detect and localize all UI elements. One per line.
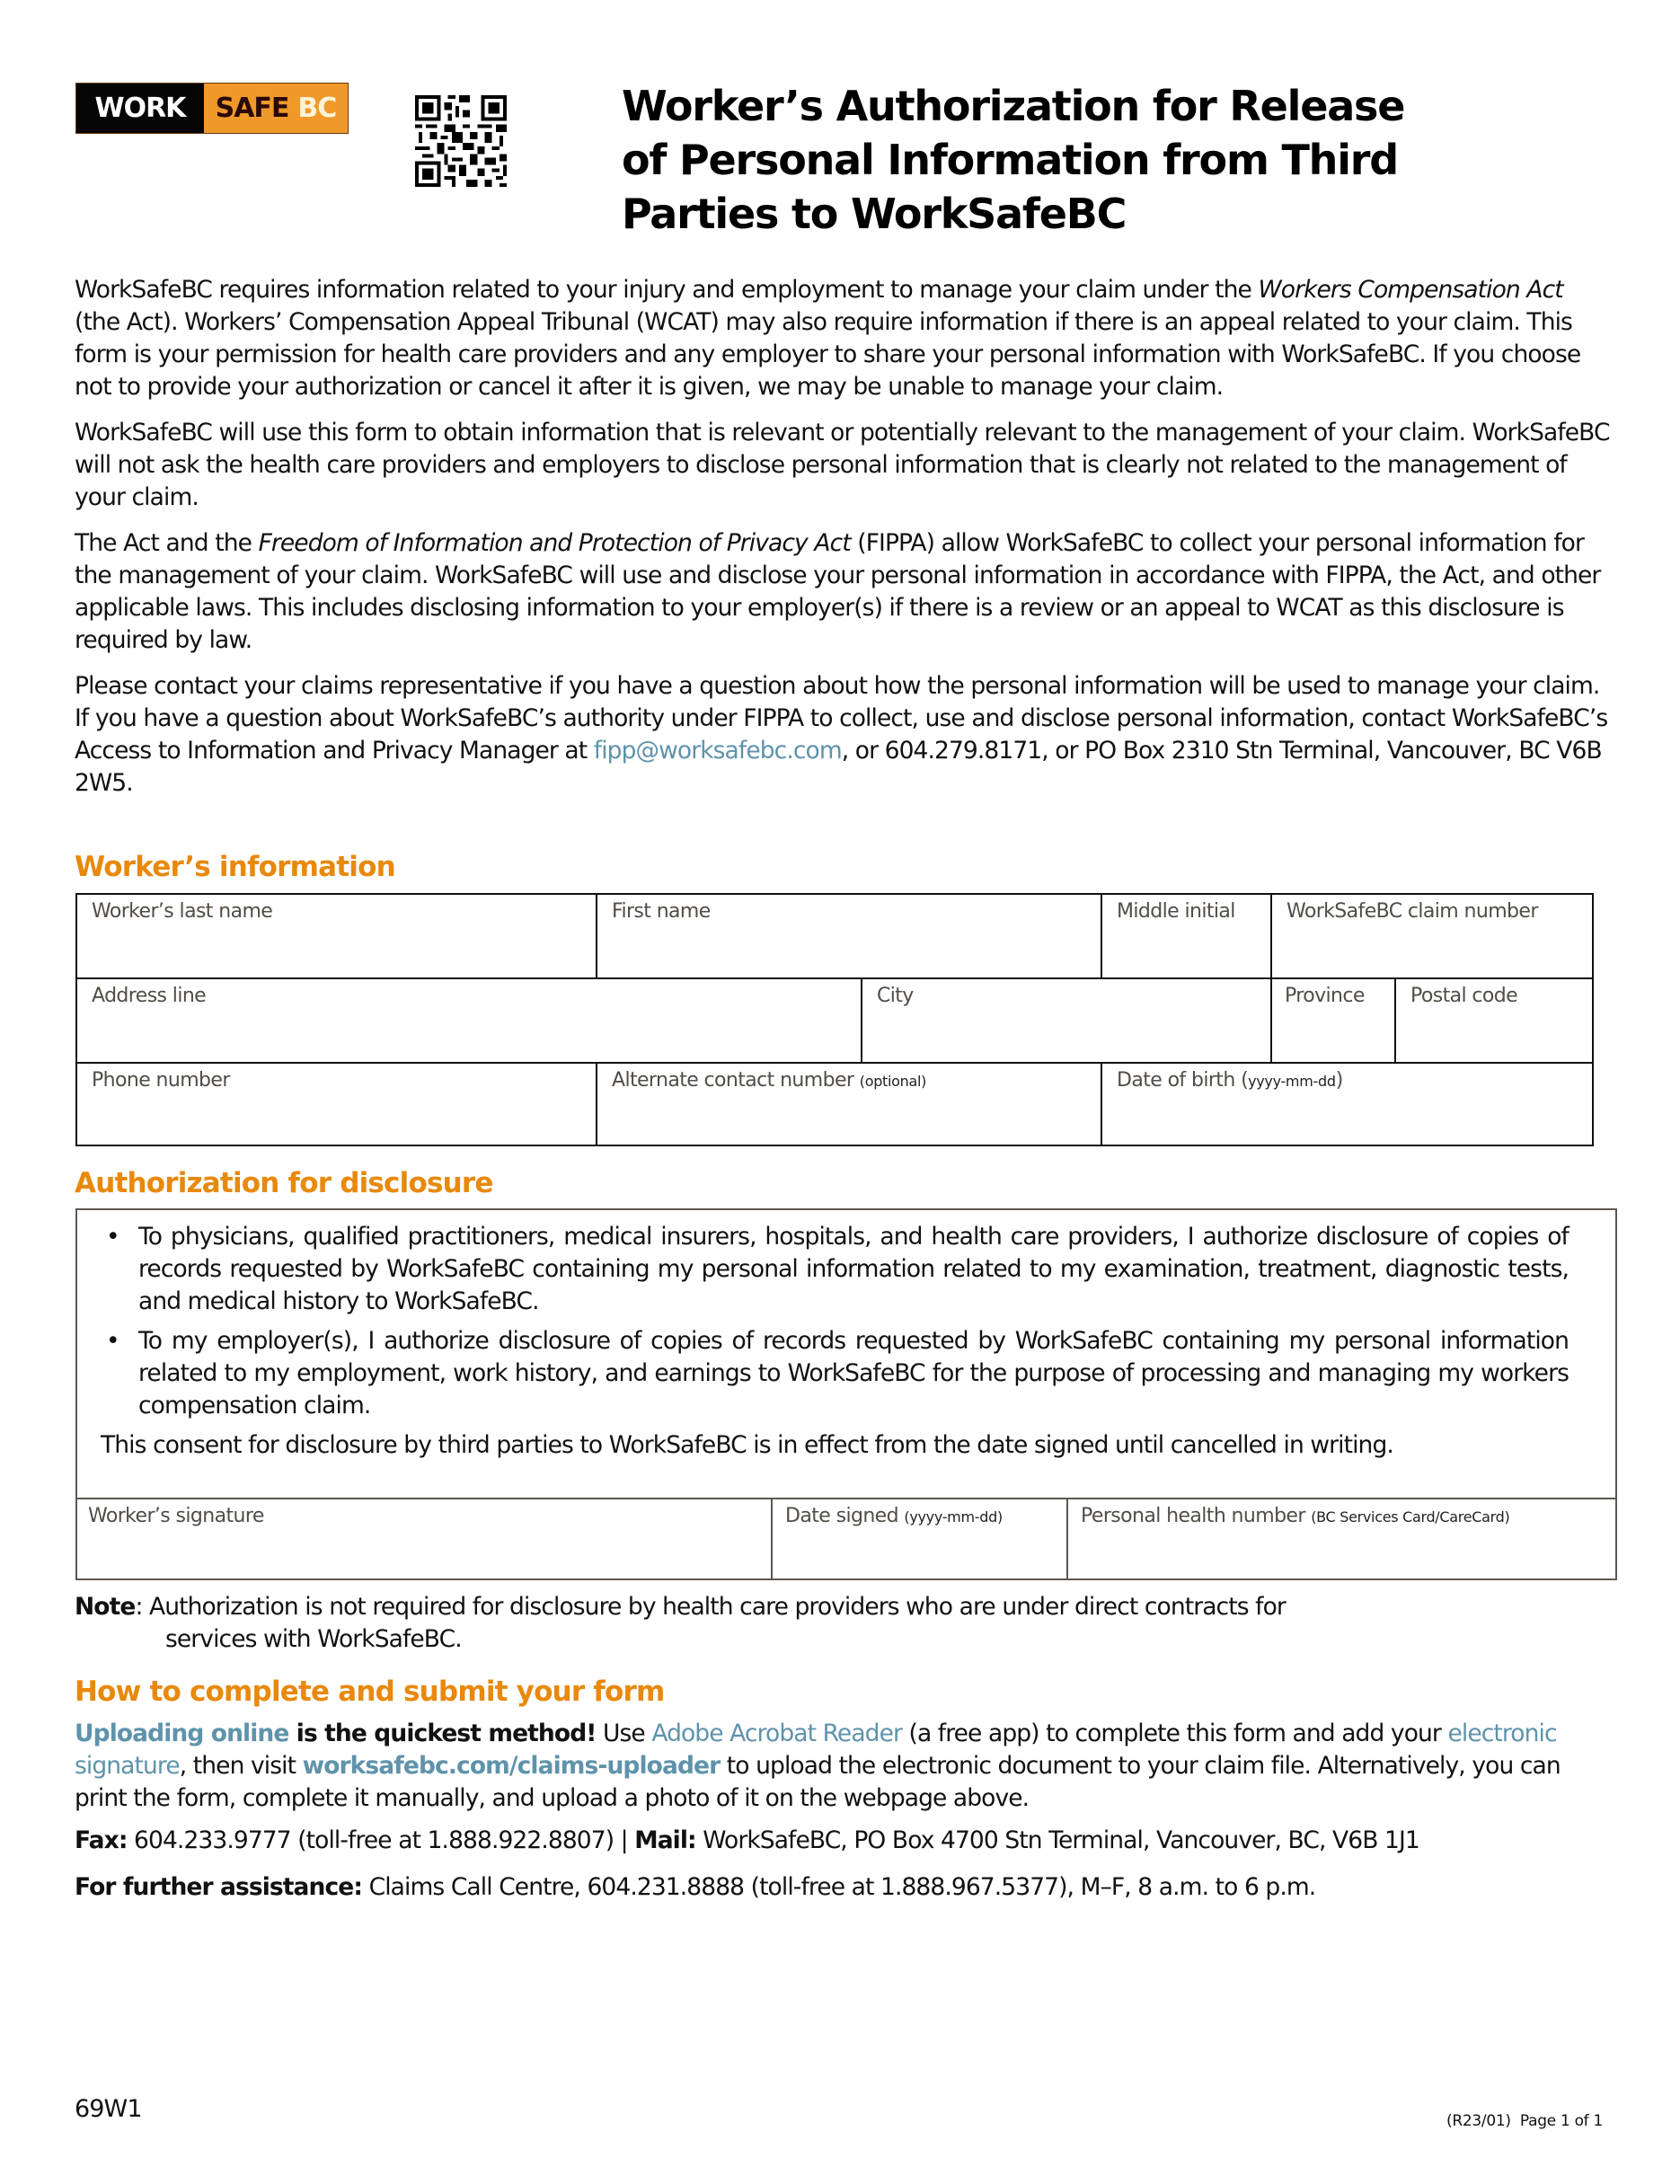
bullet-text: To my employer(s), I authorize disclosure of copies of records requested by WorkSafeBC containing my personal information related to my employment, work history, and earnings to WorkSafeBC for the purpose of processing and managing my workers compensation claim. xyxy=(138,1327,1569,1419)
field-label: Postal code xyxy=(1410,985,1518,1007)
text: The Act and the xyxy=(75,529,259,557)
logo-safe-bc xyxy=(204,84,348,133)
fax-text: 604.233.9777 (toll-free at 1.888.922.8807) | xyxy=(127,1826,635,1854)
consent-statement: This consent for disclosure by third parties to WorkSafeBC is in effect from the date signed until cancelled in writing. xyxy=(101,1431,1393,1459)
field-label: Worker’s last name xyxy=(92,900,273,923)
text: , or 604.279.8171, or PO Box 2310 Stn Terminal, Vancouver, BC V6B 2W5. xyxy=(75,737,1602,797)
field-label: Date of birth xyxy=(1117,1069,1235,1092)
revision-code: (R23/01) xyxy=(1446,2112,1511,2130)
electronic-signature-link[interactable]: electronic signature xyxy=(75,1720,1557,1780)
field-label: Date signed xyxy=(785,1505,898,1527)
page-number: Page 1 of 1 xyxy=(1519,2112,1603,2130)
act-name: Freedom of Information and Protection of Privacy Act xyxy=(258,529,851,557)
claims-uploader-link[interactable]: worksafebc.com/claims-uploader xyxy=(302,1752,721,1780)
first-name-field[interactable] xyxy=(597,895,1101,977)
date-of-birth-field[interactable] xyxy=(1102,1064,1592,1145)
fax-label: Fax: xyxy=(75,1826,128,1854)
bullet-text: To physicians, qualified practitioners, medical insurers, hospitals, and health care providers, I authorize disclosure of copies of records requested by WorkSafeBC containing my personal information related to my examination, treatment, diagnostic tests, and medical history to WorkSafeBC. xyxy=(138,1223,1569,1315)
claim-number-field[interactable] xyxy=(1272,895,1592,977)
page-title xyxy=(622,79,1610,241)
note-text: services with WorkSafeBC. xyxy=(165,1625,462,1653)
bullet-icon: • xyxy=(106,1327,119,1355)
field-label: Province xyxy=(1285,985,1365,1007)
section-heading-authorization: Authorization for disclosure xyxy=(75,1167,493,1199)
uploading-online-link[interactable]: Uploading online xyxy=(75,1720,289,1747)
note-label: Note xyxy=(75,1593,136,1621)
signature-row xyxy=(77,1498,1615,1578)
province-field[interactable] xyxy=(1272,979,1394,1062)
text: is the quickest method! xyxy=(288,1720,597,1747)
postal-code-field[interactable] xyxy=(1396,979,1592,1062)
worksafebc-logo xyxy=(75,83,349,134)
intro-paragraph-4 xyxy=(75,670,1611,800)
address-field[interactable] xyxy=(77,979,861,1062)
intro-paragraph-2: WorkSafeBC will use this form to obtain information that is relevant or potentially relevant to the management of your claim. WorkSafeBC will not ask the health care providers and employers to disclose personal information that is clearly not related to the management of your claim. xyxy=(75,419,1610,511)
authorization-bullet xyxy=(95,1221,1569,1318)
text: (the Act). Workers’ Compensation Appeal Tribunal (WCAT) may also require information if there is an appeal related to your claim. This form is your permission for health care providers and any employer to share your personal information with WorkSafeBC. If you choose not to provide your authorization or cancel it after it is given, we may be unable to manage your claim. xyxy=(75,308,1581,401)
field-hint: (optional) xyxy=(859,1073,927,1090)
personal-health-number-field[interactable] xyxy=(1068,1499,1615,1582)
text: Please contact your claims representative if you have a question about how the personal information will be used to manage your claim. If you have a question about WorkSafeBC’s authority under FIPPA to collect, use and disclose personal information, contact WorkSafeBC’s Access to Information and Privacy Manager at xyxy=(75,672,1608,765)
upload-instructions xyxy=(75,1718,1611,1815)
assistance-line xyxy=(75,1871,1611,1904)
date-signed-field[interactable] xyxy=(773,1499,1066,1582)
act-name: Workers Compensation Act xyxy=(1258,276,1563,304)
authorization-bullet xyxy=(95,1325,1569,1422)
middle-initial-field[interactable] xyxy=(1102,895,1270,977)
phone-field[interactable] xyxy=(77,1064,596,1145)
text: Use xyxy=(596,1720,652,1747)
text: (FIPPA) allow WorkSafeBC to collect your personal information for the management of your claim. WorkSafeBC will use and disclose your personal information in accordance with FIPPA, the Act, and other applicable laws. This includes disclosing information to your employer(s) if there is a review or an appeal to WCAT as this disclosure is required by law. xyxy=(75,529,1601,654)
field-label: Worker’s signature xyxy=(88,1505,264,1527)
worker-signature-field[interactable] xyxy=(77,1499,771,1582)
mail-label: Mail: xyxy=(634,1826,696,1854)
qr-code-icon xyxy=(415,95,507,187)
text: (a free app) to complete this form and add your xyxy=(901,1720,1448,1747)
bullet-icon: • xyxy=(106,1223,119,1251)
fax-mail-line xyxy=(75,1825,1611,1857)
intro-paragraph-3 xyxy=(75,527,1611,657)
title-line: Worker’s Authorization for Release xyxy=(622,82,1405,130)
field-label: Middle initial xyxy=(1117,900,1235,923)
how-to-instructions xyxy=(75,1718,1611,1904)
text: to upload the electronic document to your claim file. Alternatively, you can print the form, complete it manually, and upload a photo of it on the webpage above. xyxy=(75,1752,1561,1812)
alternate-contact-field[interactable] xyxy=(597,1064,1101,1145)
last-name-field[interactable] xyxy=(77,895,596,977)
field-hint: (yyyy-mm-dd) xyxy=(904,1508,1003,1525)
field-label: First name xyxy=(612,900,711,923)
field-label: WorkSafeBC claim number xyxy=(1287,900,1538,923)
field-hint: (yyyy-mm-dd) xyxy=(1241,1069,1343,1092)
mail-text: WorkSafeBC, PO Box 4700 Stn Terminal, Vancouver, BC, V6B 1J1 xyxy=(695,1826,1419,1854)
city-field[interactable] xyxy=(862,979,1270,1062)
adobe-acrobat-link[interactable]: Adobe Acrobat Reader xyxy=(651,1720,902,1747)
date-format-hint: yyyy-mm-dd xyxy=(1248,1073,1336,1090)
intro-paragraph-1 xyxy=(75,274,1611,403)
privacy-email-link[interactable]: fipp@worksafebc.com xyxy=(593,737,842,765)
logo-bc: BC xyxy=(297,93,337,124)
field-label: Alternate contact number xyxy=(612,1069,854,1092)
logo-safe: SAFE xyxy=(215,93,289,124)
field-label: Personal health number xyxy=(1081,1505,1305,1527)
authorization-box xyxy=(75,1208,1617,1580)
intro-text xyxy=(75,274,1611,813)
text: WorkSafeBC requires information related to your injury and employment to manage your claim under the xyxy=(75,276,1259,304)
field-label: City xyxy=(877,985,914,1007)
section-heading-worker-info: Worker’s information xyxy=(75,851,395,883)
logo-work: WORK xyxy=(76,84,204,133)
note xyxy=(75,1591,1620,1656)
text: , then visit xyxy=(179,1752,303,1780)
title-line: of Personal Information from Third xyxy=(622,136,1398,184)
worker-info-table xyxy=(75,893,1594,1146)
note-text: : Authorization is not required for disclosure by health care providers who are under direct contracts for xyxy=(135,1593,1286,1621)
form-code: 69W1 xyxy=(75,2095,142,2123)
field-label: Address line xyxy=(92,985,207,1007)
page-info xyxy=(1446,2105,1603,2137)
field-label: Phone number xyxy=(92,1069,230,1092)
assistance-text: Claims Call Centre, 604.231.8888 (toll-free at 1.888.967.5377), M–F, 8 a.m. to 6 p.m. xyxy=(362,1873,1316,1901)
field-hint: (BC Services Card/CareCard) xyxy=(1311,1508,1510,1525)
section-heading-how-to: How to complete and submit your form xyxy=(75,1676,665,1708)
title-line: Parties to WorkSafeBC xyxy=(622,190,1127,238)
assistance-label: For further assistance: xyxy=(75,1873,363,1901)
